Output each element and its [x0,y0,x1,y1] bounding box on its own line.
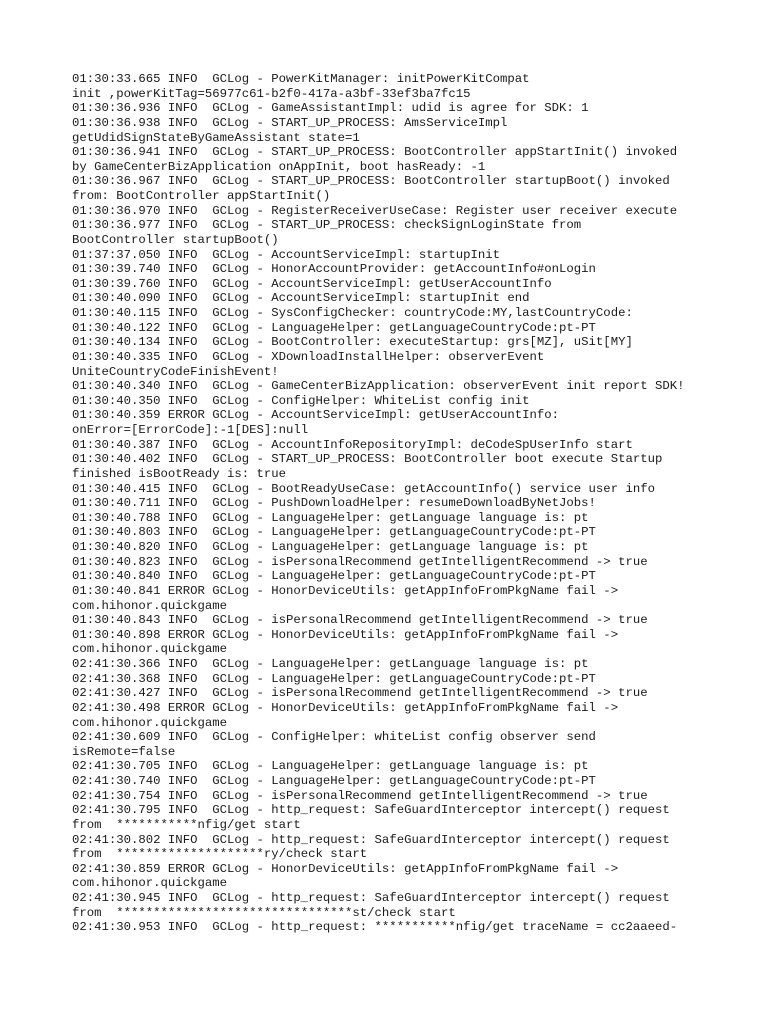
log-line: 02:41:30.366 INFO GCLog - LanguageHelper: getLanguage language is: pt [72,657,589,671]
log-line: 02:41:30.705 INFO GCLog - LanguageHelper: getLanguage language is: pt [72,759,589,774]
log-line: 01:30:40.359 ERROR GCLog - AccountServiceImpl: getUserAccountInfo: [72,408,560,423]
log-line: 01:30:36.936 INFO GCLog - GameAssistantImpl: udid is agree for SDK: 1 [72,101,589,116]
log-line: 02:41:30.795 INFO GCLog - http_request: SafeGuardInterceptor intercept() request [72,803,670,818]
log-line: 01:30:40.823 INFO GCLog - isPersonalRecommend getIntelligentRecommend -> true [72,554,648,569]
log-line: 01:37:37.050 INFO GCLog - AccountServiceImpl: startupInit [72,247,501,262]
log-line: 01:30:40.387 INFO GCLog - AccountInfoRepositoryImpl: deCodeSpUserInfo start [72,437,633,452]
log-line: from ***********nfig/get start [72,817,301,832]
log-line: 02:41:30.754 INFO GCLog - isPersonalRecommend getIntelligentRecommend -> true [72,788,648,803]
log-line: 02:41:30.368 INFO GCLog - LanguageHelper: getLanguageCountryCode:pt-PT [72,671,596,686]
log-line: finished isBootReady is: true [72,466,287,481]
log-line: 01:30:36.970 INFO GCLog - RegisterReceiverUseCase: Register user receiver execute [72,203,678,218]
log-line: 01:30:40.122 INFO GCLog - LanguageHelper: getLanguageCountryCode:pt-PT [72,320,596,335]
log-line: com.hihonor.quickgame [72,876,227,891]
log-line: 01:30:40.134 INFO GCLog - BootController: executeStartup: grs[MZ], uSit[MY] [72,335,633,350]
log-line: onError=[ErrorCode]:-1[DES]:null [72,423,309,437]
log-line: 01:30:40.820 INFO GCLog - LanguageHelper: getLanguage language is: pt [72,540,589,554]
log-line: UniteCountryCodeFinishEvent! [72,364,279,379]
log-line: 01:30:40.803 INFO GCLog - LanguageHelper: getLanguageCountryCode:pt-PT [72,525,596,540]
log-line: 01:30:33.665 INFO GCLog - PowerKitManager: initPowerKitCompat [72,72,530,86]
log-line: 01:30:40.090 INFO GCLog - AccountServiceImpl: startupInit end [72,291,530,306]
log-line: 02:41:30.859 ERROR GCLog - HonorDeviceUtils: getAppInfoFromPkgName fail -> [72,861,619,876]
log-line: from ********************ry/check start [72,847,368,862]
log-line: 02:41:30.945 INFO GCLog - http_request: SafeGuardInterceptor intercept() request [72,891,670,905]
log-line: 01:30:40.788 INFO GCLog - LanguageHelper: getLanguage language is: pt [72,510,589,525]
log-line: by GameCenterBizApplication onAppInit, boot hasReady: -1 [72,159,486,174]
log-line: 01:30:40.711 INFO GCLog - PushDownloadHelper: resumeDownloadByNetJobs! [72,496,596,511]
log-line: from: BootController appStartInit() [72,189,331,203]
log-line: 01:30:40.841 ERROR GCLog - HonorDeviceUtils: getAppInfoFromPkgName fail -> [72,583,619,598]
log-line: com.hihonor.quickgame [72,642,227,657]
log-line: 01:30:40.840 INFO GCLog - LanguageHelper: getLanguageCountryCode:pt-PT [72,569,596,584]
log-line: com.hihonor.quickgame [72,598,227,613]
log-line: init ,powerKitTag=56977c61-b2f0-417a-a3bf-33ef3ba7fc15 [72,86,471,101]
log-line: isRemote=false [72,744,176,759]
log-line: getUdidSignStateByGameAssistant state=1 [72,130,360,145]
log-line: 02:41:30.498 ERROR GCLog - HonorDeviceUtils: getAppInfoFromPkgName fail -> [72,700,619,715]
log-document [72,72,712,935]
log-line: 01:30:40.115 INFO GCLog - SysConfigChecker: countryCode:MY,lastCountryCode: [72,306,633,320]
log-line: from ********************************st/check start [72,905,456,920]
log-line: 02:41:30.609 INFO GCLog - ConfigHelper: whiteList config observer send [72,730,596,745]
log-line: 02:41:30.802 INFO GCLog - http_request: SafeGuardInterceptor intercept() request [72,832,670,847]
log-line: 01:30:40.350 INFO GCLog - ConfigHelper: WhiteList config init [72,393,530,408]
log-line: 01:30:36.977 INFO GCLog - START_UP_PROCESS: checkSignLoginState from [72,218,582,233]
log-line: com.hihonor.quickgame [72,715,227,730]
log-line: 01:30:40.415 INFO GCLog - BootReadyUseCase: getAccountInfo() service user info [72,481,655,496]
log-line: BootController startupBoot() [72,232,279,247]
log-line: 01:30:36.941 INFO GCLog - START_UP_PROCESS: BootController appStartInit() invoked [72,145,678,160]
log-line: 01:30:40.402 INFO GCLog - START_UP_PROCESS: BootController boot execute Startup [72,452,663,467]
log-line: 01:30:36.967 INFO GCLog - START_UP_PROCESS: BootController startupBoot() invoked [72,174,670,189]
log-line: 01:30:40.335 INFO GCLog - XDownloadInstallHelper: observerEvent [72,349,545,364]
log-line: 02:41:30.953 INFO GCLog - http_request: ***********nfig/get traceName = cc2aaeed- [72,920,678,935]
log-line: 01:30:39.740 INFO GCLog - HonorAccountProvider: getAccountInfo#onLogin [72,262,596,277]
log-line: 01:30:40.340 INFO GCLog - GameCenterBizApplication: observerEvent init report SDK! [72,379,685,394]
log-line: 02:41:30.740 INFO GCLog - LanguageHelper: getLanguageCountryCode:pt-PT [72,774,596,788]
log-line: 01:30:36.938 INFO GCLog - START_UP_PROCESS: AmsServiceImpl [72,115,508,130]
log-line: 01:30:40.898 ERROR GCLog - HonorDeviceUtils: getAppInfoFromPkgName fail -> [72,627,619,642]
log-line: 01:30:40.843 INFO GCLog - isPersonalRecommend getIntelligentRecommend -> true [72,613,648,628]
log-line: 01:30:39.760 INFO GCLog - AccountServiceImpl: getUserAccountInfo [72,276,552,291]
log-line: 02:41:30.427 INFO GCLog - isPersonalRecommend getIntelligentRecommend -> true [72,686,648,701]
